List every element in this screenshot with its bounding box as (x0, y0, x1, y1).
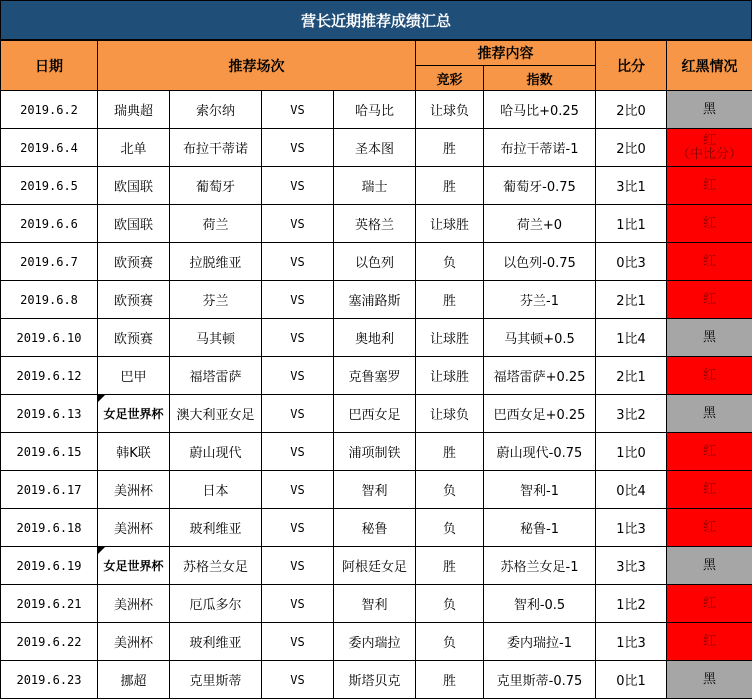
row-jingcai: 负 (416, 623, 484, 661)
row-result-label: 黑 (702, 101, 716, 117)
table-row (1, 433, 752, 471)
table-row (1, 91, 752, 129)
row-date: 2019.6.12 (1, 357, 98, 395)
row-score: 1比2 (596, 585, 667, 623)
row-jingcai: 胜 (416, 661, 484, 699)
row-jingcai: 胜 (416, 547, 484, 585)
row-vs: VS (262, 167, 334, 205)
row-away-team: 巴西女足 (334, 395, 416, 433)
table-row (1, 129, 752, 167)
row-date: 2019.6.6 (1, 205, 98, 243)
row-result (667, 509, 752, 547)
row-result (667, 167, 752, 205)
row-league-label: 美洲杯 (113, 484, 153, 499)
row-score: 2比1 (596, 281, 667, 319)
row-index: 布拉干蒂诺-1 (484, 129, 596, 167)
row-home-team: 玻利维亚 (170, 623, 262, 661)
row-result-label: 红 (702, 633, 716, 649)
row-jingcai: 负 (416, 243, 484, 281)
row-league (98, 243, 170, 281)
row-date: 2019.6.17 (1, 471, 98, 509)
row-index: 智利-0.5 (484, 585, 596, 623)
row-vs: VS (262, 281, 334, 319)
header-score: 比分 (596, 41, 667, 91)
row-league (98, 471, 170, 509)
row-result-label: 红 (702, 443, 716, 459)
row-score: 2比0 (596, 129, 667, 167)
row-index: 哈马比+0.25 (484, 91, 596, 129)
row-away-team: 奥地利 (334, 319, 416, 357)
row-result (667, 547, 752, 585)
table-row (1, 357, 752, 395)
row-index: 芬兰-1 (484, 281, 596, 319)
row-league (98, 167, 170, 205)
row-home-team: 克里斯蒂 (170, 661, 262, 699)
row-score: 1比3 (596, 623, 667, 661)
row-home-team: 荷兰 (170, 205, 262, 243)
row-jingcai: 让球胜 (416, 357, 484, 395)
row-index: 秘鲁-1 (484, 509, 596, 547)
row-league-label: 巴甲 (120, 370, 147, 385)
row-league-label: 美洲杯 (113, 522, 153, 537)
row-result-label: 红 (702, 177, 716, 193)
row-index: 福塔雷萨+0.25 (484, 357, 596, 395)
table-row (1, 167, 752, 205)
row-date: 2019.6.7 (1, 243, 98, 281)
row-result (667, 471, 752, 509)
row-index: 马其顿+0.5 (484, 319, 596, 357)
table-body (1, 91, 752, 699)
row-league (98, 433, 170, 471)
table-row (1, 205, 752, 243)
row-index: 巴西女足+0.25 (484, 395, 596, 433)
row-vs: VS (262, 433, 334, 471)
row-result (667, 91, 752, 129)
row-vs: VS (262, 661, 334, 699)
row-jingcai: 让球胜 (416, 205, 484, 243)
header-result: 红黑情况 (667, 41, 752, 91)
header-content: 推荐内容 (416, 41, 596, 66)
row-league-label: 瑞典超 (113, 104, 153, 119)
row-result (667, 433, 752, 471)
row-away-team: 瑞士 (334, 167, 416, 205)
row-vs: VS (262, 357, 334, 395)
row-index: 委内瑞拉-1 (484, 623, 596, 661)
row-date: 2019.6.4 (1, 129, 98, 167)
row-away-team: 哈马比 (334, 91, 416, 129)
row-league (98, 205, 170, 243)
row-index: 葡萄牙-0.75 (484, 167, 596, 205)
row-result (667, 319, 752, 357)
row-league (98, 395, 170, 433)
row-vs: VS (262, 585, 334, 623)
row-result-label: 黑 (702, 557, 716, 573)
row-result (667, 129, 752, 167)
row-home-team: 芬兰 (170, 281, 262, 319)
row-league-label: 北单 (120, 142, 147, 157)
row-home-team: 马其顿 (170, 319, 262, 357)
row-league (98, 91, 170, 129)
row-vs: VS (262, 129, 334, 167)
row-vs: VS (262, 395, 334, 433)
row-result-label: 黑 (702, 405, 716, 421)
row-date: 2019.6.10 (1, 319, 98, 357)
row-league-label: 欧国联 (113, 180, 153, 195)
row-result (667, 281, 752, 319)
row-league (98, 319, 170, 357)
row-result-label: 红 (702, 481, 716, 497)
header-date: 日期 (1, 41, 98, 91)
row-result-label: 红 (702, 215, 716, 231)
row-home-team: 布拉干蒂诺 (170, 129, 262, 167)
row-result-label: 红 (702, 367, 716, 383)
row-home-team: 索尔纳 (170, 91, 262, 129)
row-result (667, 357, 752, 395)
results-table (0, 40, 752, 699)
row-league-label: 美洲杯 (113, 636, 153, 651)
row-result (667, 623, 752, 661)
row-score: 1比3 (596, 509, 667, 547)
row-result-note: （中比分） (676, 146, 742, 162)
row-date: 2019.6.18 (1, 509, 98, 547)
row-date: 2019.6.2 (1, 91, 98, 129)
row-league (98, 357, 170, 395)
table-row (1, 243, 752, 281)
row-home-team: 日本 (170, 471, 262, 509)
table-row (1, 471, 752, 509)
row-result-label: 红 (702, 519, 716, 535)
row-result (667, 585, 752, 623)
row-date: 2019.6.8 (1, 281, 98, 319)
row-jingcai: 负 (416, 509, 484, 547)
row-vs: VS (262, 509, 334, 547)
row-jingcai: 胜 (416, 129, 484, 167)
row-league (98, 281, 170, 319)
row-home-team: 澳大利亚女足 (170, 395, 262, 433)
row-result-label: 红 (702, 291, 716, 307)
row-index: 以色列-0.75 (484, 243, 596, 281)
row-away-team: 塞浦路斯 (334, 281, 416, 319)
row-away-team: 阿根廷女足 (334, 547, 416, 585)
row-date: 2019.6.5 (1, 167, 98, 205)
row-league-label: 欧国联 (113, 218, 153, 233)
row-vs: VS (262, 623, 334, 661)
header-index: 指数 (484, 66, 596, 91)
cell-comment-marker (98, 547, 105, 554)
row-away-team: 智利 (334, 585, 416, 623)
row-jingcai: 负 (416, 471, 484, 509)
row-vs: VS (262, 319, 334, 357)
row-index: 苏格兰女足-1 (484, 547, 596, 585)
row-jingcai: 让球负 (416, 395, 484, 433)
row-home-team: 福塔雷萨 (170, 357, 262, 395)
row-vs: VS (262, 205, 334, 243)
row-away-team: 智利 (334, 471, 416, 509)
row-vs: VS (262, 243, 334, 281)
row-date: 2019.6.22 (1, 623, 98, 661)
row-home-team: 玻利维亚 (170, 509, 262, 547)
row-league (98, 547, 170, 585)
row-away-team: 浦项制铁 (334, 433, 416, 471)
row-league (98, 585, 170, 623)
row-away-team: 克鲁塞罗 (334, 357, 416, 395)
row-result (667, 395, 752, 433)
row-league (98, 661, 170, 699)
table-row (1, 661, 752, 699)
cell-comment-marker (98, 395, 105, 402)
row-score: 3比2 (596, 395, 667, 433)
row-league (98, 129, 170, 167)
row-away-team: 委内瑞拉 (334, 623, 416, 661)
row-jingcai: 让球胜 (416, 319, 484, 357)
row-score: 2比0 (596, 91, 667, 129)
row-result-label: 红 (702, 595, 716, 611)
row-index: 智利-1 (484, 471, 596, 509)
row-jingcai: 胜 (416, 433, 484, 471)
row-score: 1比4 (596, 319, 667, 357)
row-result-label: 红 (702, 132, 716, 148)
row-score: 0比3 (596, 243, 667, 281)
row-score: 1比0 (596, 433, 667, 471)
row-home-team: 苏格兰女足 (170, 547, 262, 585)
row-league-label: 欧预赛 (113, 256, 153, 271)
table-row (1, 509, 752, 547)
row-vs: VS (262, 547, 334, 585)
row-index: 荷兰+0 (484, 205, 596, 243)
row-result-label: 红 (702, 253, 716, 269)
row-score: 3比3 (596, 547, 667, 585)
row-league-label: 欧预赛 (113, 332, 153, 347)
row-vs: VS (262, 471, 334, 509)
row-away-team: 以色列 (334, 243, 416, 281)
row-away-team: 斯塔贝克 (334, 661, 416, 699)
row-score: 2比1 (596, 357, 667, 395)
row-result-label: 黑 (702, 671, 716, 687)
row-jingcai: 负 (416, 585, 484, 623)
table-row (1, 395, 752, 433)
row-date: 2019.6.13 (1, 395, 98, 433)
row-date: 2019.6.23 (1, 661, 98, 699)
sheet-title: 营长近期推荐成绩汇总 (0, 0, 752, 40)
table-row (1, 585, 752, 623)
row-vs: VS (262, 91, 334, 129)
row-result (667, 661, 752, 699)
row-score: 0比4 (596, 471, 667, 509)
row-league-label: 韩K联 (116, 446, 151, 461)
row-league-label: 挪超 (120, 674, 147, 689)
row-jingcai: 让球负 (416, 91, 484, 129)
row-home-team: 拉脱维亚 (170, 243, 262, 281)
row-score: 1比1 (596, 205, 667, 243)
row-away-team: 英格兰 (334, 205, 416, 243)
row-away-team: 圣本图 (334, 129, 416, 167)
row-index: 蔚山现代-0.75 (484, 433, 596, 471)
row-date: 2019.6.15 (1, 433, 98, 471)
table-row (1, 623, 752, 661)
row-league-label: 女足世界杯 (103, 559, 164, 573)
row-date: 2019.6.19 (1, 547, 98, 585)
table-row (1, 319, 752, 357)
row-result (667, 243, 752, 281)
row-index: 克里斯蒂-0.75 (484, 661, 596, 699)
row-home-team: 葡萄牙 (170, 167, 262, 205)
row-result-label: 黑 (702, 329, 716, 345)
row-score: 0比1 (596, 661, 667, 699)
row-league (98, 623, 170, 661)
row-jingcai: 胜 (416, 281, 484, 319)
row-league-label: 欧预赛 (113, 294, 153, 309)
header-match: 推荐场次 (98, 41, 416, 91)
row-league-label: 美洲杯 (113, 598, 153, 613)
row-jingcai: 胜 (416, 167, 484, 205)
row-date: 2019.6.21 (1, 585, 98, 623)
row-home-team: 厄瓜多尔 (170, 585, 262, 623)
row-away-team: 秘鲁 (334, 509, 416, 547)
row-league-label: 女足世界杯 (103, 407, 164, 421)
table-row (1, 281, 752, 319)
header-jingcai: 竞彩 (416, 66, 484, 91)
row-home-team: 蔚山现代 (170, 433, 262, 471)
row-league (98, 509, 170, 547)
table-row (1, 547, 752, 585)
row-score: 3比1 (596, 167, 667, 205)
row-result (667, 205, 752, 243)
